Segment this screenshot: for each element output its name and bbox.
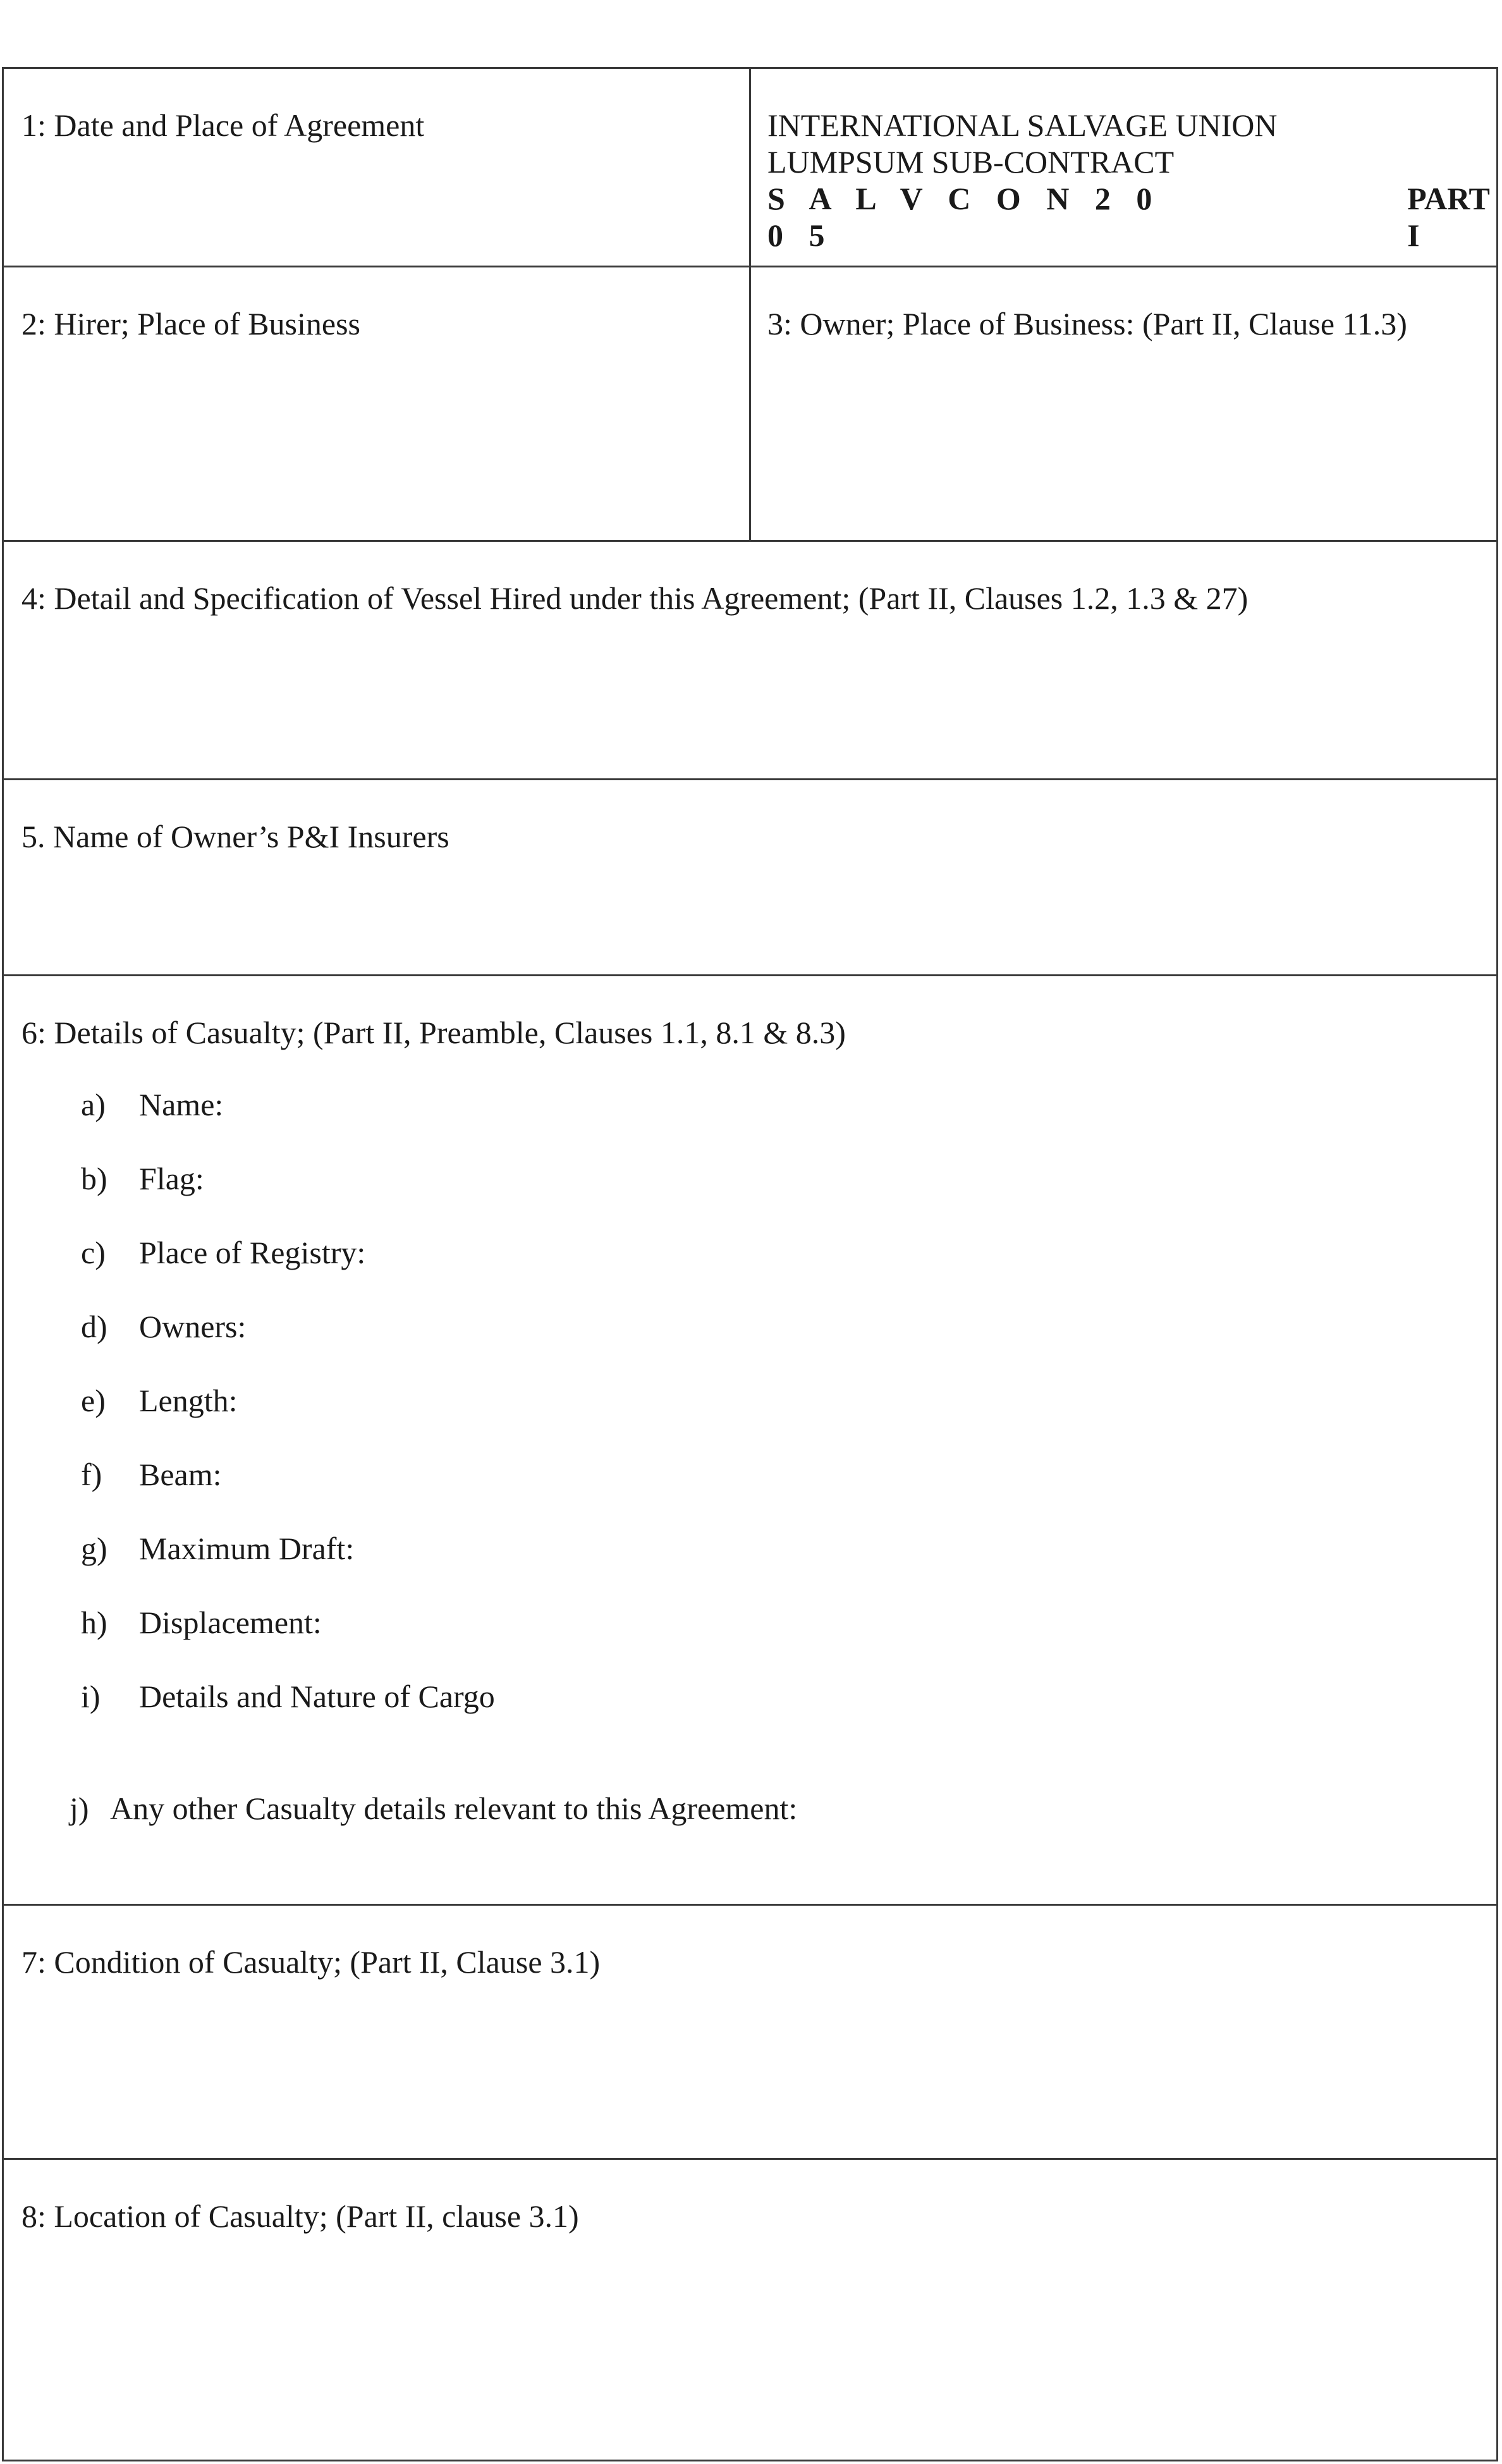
- casualty-item-displacement[interactable]: [81, 1604, 1496, 1678]
- casualty-detail-list: [21, 1086, 1496, 1864]
- item-label: Name:: [139, 1087, 224, 1122]
- form-row-3: [4, 542, 1496, 780]
- box-5-label: 5. Name of Owner’s P&I Insurers: [21, 819, 449, 854]
- item-letter: h): [81, 1605, 107, 1640]
- casualty-item-flag[interactable]: [81, 1160, 1496, 1234]
- form-row-7: [4, 2160, 1496, 2460]
- box-2-hirer[interactable]: [4, 267, 751, 540]
- box-1-label: 1: Date and Place of Agreement: [21, 107, 425, 143]
- form-row-4: [4, 780, 1496, 976]
- item-label: Place of Registry:: [139, 1235, 366, 1270]
- box-4-vessel-spec[interactable]: [4, 542, 1496, 778]
- box-7-condition[interactable]: [4, 1906, 1496, 2158]
- box-6-label: 6: Details of Casualty; (Part II, Preamble, Clauses 1.1, 8.1 & 8.3): [21, 1015, 846, 1050]
- title-union: INTERNATIONAL SALVAGE UNION: [767, 107, 1278, 143]
- casualty-item-other[interactable]: [70, 1790, 1485, 1864]
- casualty-item-name[interactable]: [81, 1086, 1496, 1160]
- box-6-casualty-details[interactable]: [4, 976, 1496, 1904]
- item-letter: i): [81, 1679, 101, 1714]
- box-8-label: 8: Location of Casualty; (Part II, clause 3.1): [21, 2198, 579, 2234]
- item-letter: a): [81, 1087, 106, 1122]
- form-row-5: [4, 976, 1496, 1906]
- item-label: Maximum Draft:: [139, 1531, 355, 1566]
- item-label: Any other Casualty details relevant to this Agreement:: [110, 1791, 798, 1826]
- item-label: Length:: [139, 1383, 238, 1418]
- form-row-1: [4, 69, 1496, 267]
- casualty-item-registry[interactable]: [81, 1234, 1496, 1308]
- form-row-2: [4, 267, 1496, 542]
- item-letter: b): [81, 1161, 107, 1196]
- item-letter: f): [81, 1457, 102, 1492]
- form-row-6: [4, 1906, 1496, 2160]
- box-1-date-place[interactable]: [4, 69, 751, 266]
- item-label: Displacement:: [139, 1605, 322, 1640]
- item-letter: g): [81, 1531, 107, 1566]
- title-code-row: [767, 180, 1496, 254]
- salvcon-form: [2, 67, 1498, 2461]
- item-label: Owners:: [139, 1309, 247, 1344]
- title-part: PART I: [1407, 181, 1489, 253]
- casualty-item-length[interactable]: [81, 1382, 1496, 1456]
- box-2-label: 2: Hirer; Place of Business: [21, 306, 361, 341]
- box-4-label: 4: Detail and Specification of Vessel Hired under this Agreement; (Part II, Clauses 1.2, 1.3 & 27): [21, 580, 1249, 616]
- casualty-item-max-draft[interactable]: [81, 1530, 1496, 1604]
- title-contract-type: LUMPSUM SUB-CONTRACT: [767, 144, 1175, 180]
- item-label: Flag:: [139, 1161, 204, 1196]
- item-letter: j): [70, 1791, 89, 1826]
- item-letter: c): [81, 1235, 106, 1270]
- casualty-item-cargo[interactable]: [81, 1678, 1496, 1752]
- casualty-item-owners[interactable]: [81, 1308, 1496, 1382]
- item-label: Details and Nature of Cargo: [139, 1679, 495, 1714]
- item-label: Beam:: [139, 1457, 222, 1492]
- item-letter: d): [81, 1309, 107, 1344]
- box-5-insurers[interactable]: [4, 780, 1496, 974]
- title-code: S A L V C O N 2 0 0 5: [767, 181, 1161, 253]
- box-3-owner[interactable]: [751, 267, 1496, 540]
- item-letter: e): [81, 1383, 106, 1418]
- box-8-location[interactable]: [4, 2160, 1496, 2460]
- casualty-item-beam[interactable]: [81, 1456, 1496, 1530]
- form-title-block: [751, 69, 1496, 266]
- box-7-label: 7: Condition of Casualty; (Part II, Clause 3.1): [21, 1944, 601, 1980]
- box-3-label: 3: Owner; Place of Business: (Part II, Clause 11.3): [767, 306, 1407, 341]
